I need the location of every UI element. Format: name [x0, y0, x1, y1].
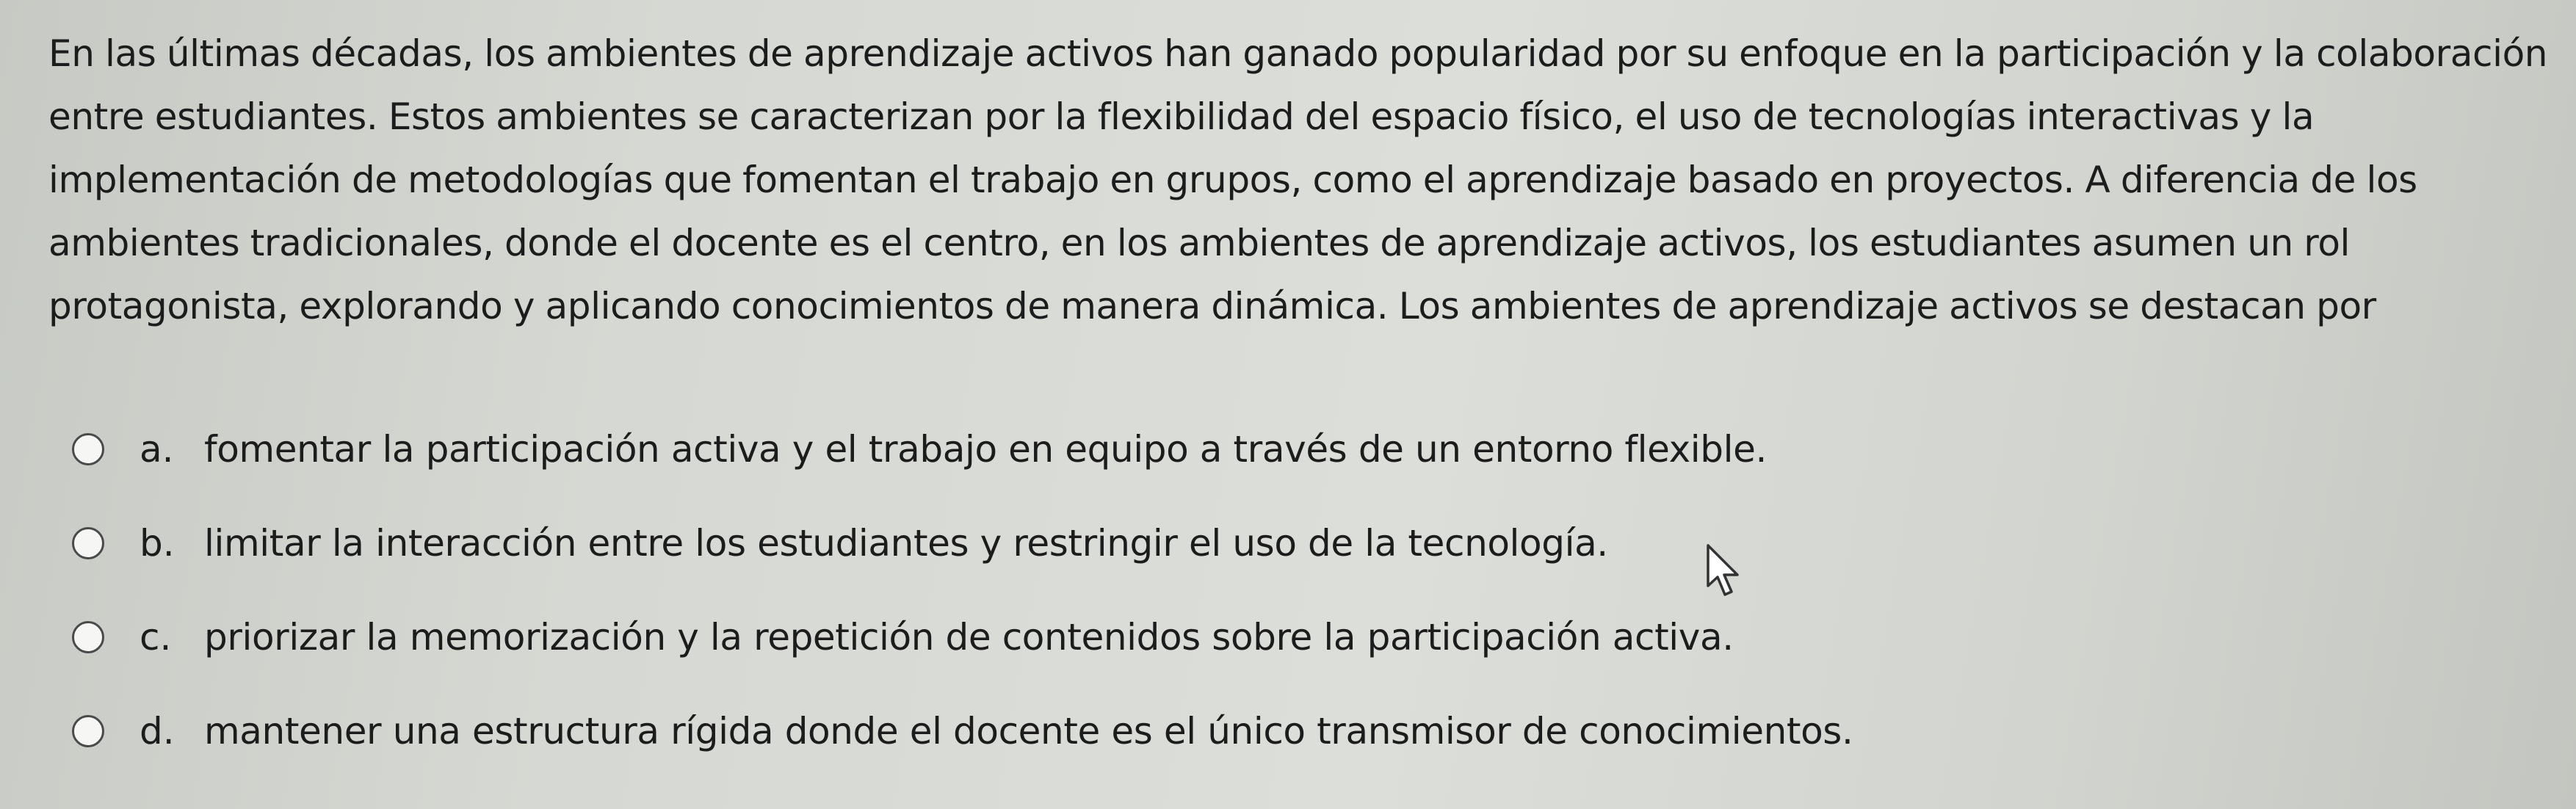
option-c[interactable] [72, 614, 2422, 661]
radio-button-c[interactable] [72, 621, 104, 653]
mouse-pointer-icon [1705, 543, 1746, 599]
radio-button-d[interactable] [72, 715, 104, 747]
option-text-b[interactable]: limitar la interacción entre los estudiantes y restringir el uso de la tecnología. [204, 522, 1608, 565]
radio-button-b[interactable] [72, 527, 104, 559]
option-text-a[interactable]: fomentar la participación activa y el trabajo en equipo a través de un entorno flexible. [204, 428, 1767, 471]
option-letter-b: b. [140, 522, 175, 565]
option-text-c[interactable]: priorizar la memorización y la repetición de contenidos sobre la participación activa. [204, 616, 1734, 659]
option-a[interactable] [72, 426, 2422, 473]
option-letter-a: a. [140, 428, 174, 471]
option-letter-c: c. [140, 616, 172, 659]
option-text-d[interactable]: mantener una estructura rígida donde el docente es el único transmisor de conocimientos. [204, 710, 1853, 752]
radio-button-a[interactable] [72, 433, 104, 465]
answer-options [72, 426, 2422, 802]
option-b[interactable] [72, 520, 2422, 567]
option-letter-d: d. [140, 710, 175, 752]
question-stem: En las últimas décadas, los ambientes de aprendizaje activos han ganado popularidad por su enfoque en la participación y la colaboración entre estudiantes. Estos ambientes se caracterizan por la flexibilidad del espacio físico, el uso de tecnologías interactivas y la implementación de metodologías que fomentan el trabajo en grupos, como el aprendizaje basado en proyectos. A diferencia de los ambientes tradicionales, donde el docente es el centro, en los ambientes de aprendizaje activos, los estudiantes asumen un rol protagonista, explorando y aplicando conocimientos de manera dinámica. Los ambientes de aprendizaje activos se destacan por [48, 32, 2548, 327]
option-d[interactable] [72, 708, 2422, 755]
